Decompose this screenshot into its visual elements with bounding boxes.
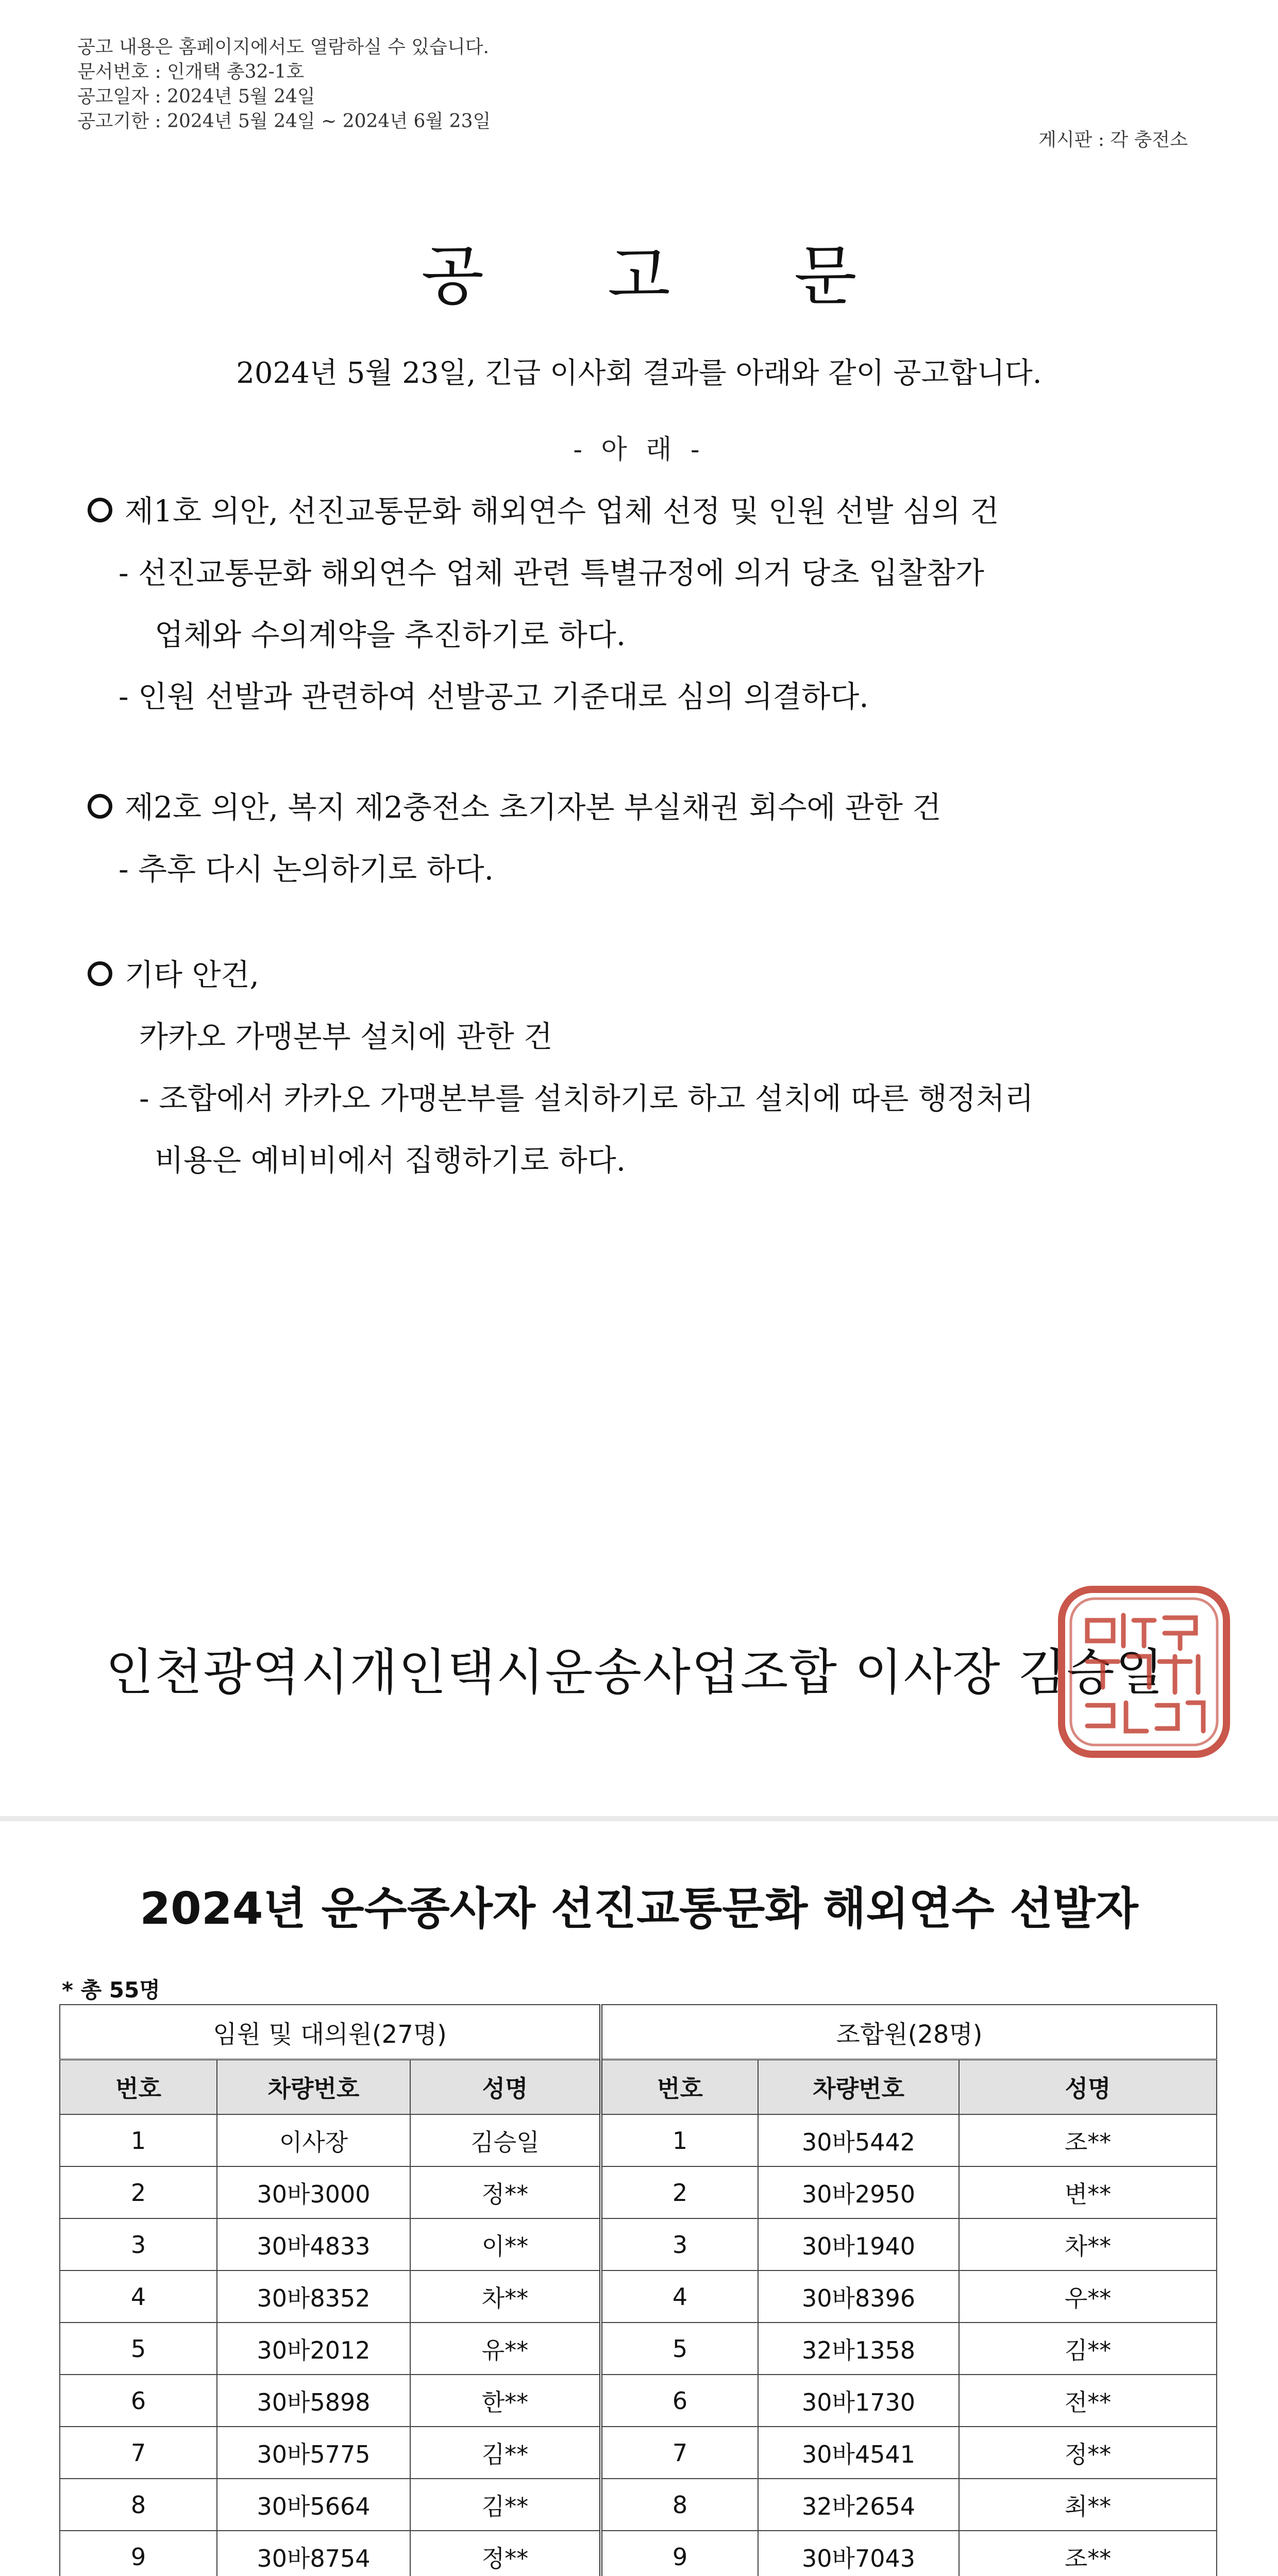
- roster-body: [60, 2114, 1217, 2576]
- member-name: 최**: [959, 2479, 1217, 2531]
- signature: 인천광역시개인택시운송사업조합 이사장 김승일: [106, 1643, 1165, 1701]
- vehicle-number: 30바8352: [217, 2270, 410, 2323]
- row-number: 3: [60, 2218, 217, 2270]
- table-row: [60, 2114, 1217, 2166]
- item-1-line: 업체와 수의계약을 추진하기로 하다.: [155, 617, 626, 652]
- member-name: 정**: [410, 2166, 601, 2218]
- vehicle-number: 30바3000: [217, 2166, 410, 2218]
- row-number: 9: [60, 2531, 217, 2576]
- vehicle-number: 30바2950: [758, 2166, 959, 2218]
- column-header: 성명: [959, 2060, 1217, 2115]
- column-header: 번호: [601, 2060, 758, 2115]
- item-2-heading: 제2호 의안, 복지 제2충전소 초기자본 부실채권 회수에 관한 건: [88, 783, 941, 826]
- vehicle-number: 30바5898: [217, 2375, 410, 2427]
- member-name: 우**: [959, 2270, 1217, 2323]
- member-name: 정**: [959, 2427, 1217, 2479]
- vehicle-number: 30바1730: [758, 2375, 959, 2427]
- notice-intro: 2024년 5월 23일, 긴급 이사회 결과를 아래와 같이 공고합니다.: [236, 357, 1042, 390]
- vehicle-number: 30바8754: [217, 2531, 410, 2576]
- row-number: 7: [601, 2427, 758, 2479]
- member-name: 이**: [410, 2218, 601, 2270]
- item-2-line: - 추후 다시 논의하기로 하다.: [119, 852, 494, 887]
- vehicle-number: 30바5442: [758, 2114, 959, 2166]
- member-name: 조**: [959, 2114, 1217, 2166]
- vehicle-number: 30바4541: [758, 2427, 959, 2479]
- column-header: 차량번호: [217, 2060, 410, 2115]
- table-row: [60, 2218, 1217, 2270]
- row-number: 2: [601, 2166, 758, 2218]
- member-name: 김**: [410, 2479, 601, 2531]
- member-name: 김**: [410, 2427, 601, 2479]
- item-1-line: - 선진교통문화 해외연수 업체 관련 특별규정에 의거 당초 입찰참가: [119, 555, 984, 590]
- member-name: 전**: [959, 2375, 1217, 2427]
- meta-line: 공고 내용은 홈페이지에서도 열람하실 수 있습니다.: [77, 37, 489, 58]
- item-3-line: 비용은 예비비에서 집행하기로 하다.: [155, 1143, 626, 1178]
- notice-title: 공 고 문: [421, 238, 909, 314]
- notice-period: 공고기한 : 2024년 5월 24일 ~ 2024년 6월 23일: [77, 111, 491, 132]
- item-3-line: 카카오 가맹본부 설치에 관한 건: [139, 1019, 553, 1054]
- vehicle-number: 30바1940: [758, 2218, 959, 2270]
- row-number: 1: [601, 2114, 758, 2166]
- group-header-executives: 임원 및 대의원(27명): [60, 2005, 601, 2060]
- member-name: 차**: [959, 2218, 1217, 2270]
- member-name: 김**: [959, 2323, 1217, 2375]
- vehicle-number: 이사장: [217, 2114, 410, 2166]
- item-3-heading: 기타 안건,: [88, 951, 259, 994]
- table-row: [60, 2531, 1217, 2576]
- member-name: 김승일: [410, 2114, 601, 2166]
- row-number: 8: [60, 2479, 217, 2531]
- document-number: 문서번호 : 인개택 총32-1호: [77, 61, 305, 82]
- notice-date: 공고일자 : 2024년 5월 24일: [77, 86, 315, 107]
- row-number: 4: [601, 2270, 758, 2323]
- vehicle-number: 30바8396: [758, 2270, 959, 2323]
- roster-table: [59, 2004, 1217, 2576]
- notice-meta: [77, 35, 491, 134]
- row-number: 5: [601, 2323, 758, 2375]
- row-number: 2: [60, 2166, 217, 2218]
- column-header: 차량번호: [758, 2060, 959, 2115]
- circle-bullet-icon: [88, 961, 112, 986]
- row-number: 4: [60, 2270, 217, 2323]
- roster-page: [0, 1821, 1278, 2576]
- member-name: 정**: [410, 2531, 601, 2576]
- vehicle-number: 30바4833: [217, 2218, 410, 2270]
- group-header-members: 조합원(28명): [601, 2005, 1217, 2060]
- item-1-heading: 제1호 의안, 선진교통문화 해외연수 업체 선정 및 인원 선발 심의 건: [88, 487, 999, 530]
- row-number: 6: [601, 2375, 758, 2427]
- row-number: 1: [60, 2114, 217, 2166]
- column-header: 성명: [410, 2060, 601, 2115]
- circle-bullet-icon: [88, 794, 112, 819]
- table-row: [60, 2270, 1217, 2323]
- item-1-line: - 인원 선발과 관련하여 선발공고 기준대로 심의 의결하다.: [119, 679, 869, 714]
- table-row: [60, 2166, 1217, 2218]
- row-number: 6: [60, 2375, 217, 2427]
- row-number: 5: [60, 2323, 217, 2375]
- table-row: [60, 2427, 1217, 2479]
- vehicle-number: 32바2654: [758, 2479, 959, 2531]
- column-header: 번호: [60, 2060, 217, 2115]
- circle-bullet-icon: [88, 498, 112, 522]
- page-divider: [0, 1816, 1278, 1821]
- member-name: 조**: [959, 2531, 1217, 2576]
- member-name: 변**: [959, 2166, 1217, 2218]
- vehicle-number: 32바1358: [758, 2323, 959, 2375]
- table-row: [60, 2375, 1217, 2427]
- roster-total: * 총 55명: [62, 1977, 160, 2003]
- row-number: 3: [601, 2218, 758, 2270]
- table-row: [60, 2323, 1217, 2375]
- below-marker: - 아 래 -: [573, 434, 705, 465]
- member-name: 유**: [410, 2323, 601, 2375]
- vehicle-number: 30바7043: [758, 2531, 959, 2576]
- vehicle-number: 30바5775: [217, 2427, 410, 2479]
- member-name: 한**: [410, 2375, 601, 2427]
- row-number: 7: [60, 2427, 217, 2479]
- table-row: [60, 2479, 1217, 2531]
- bulletin-board: 게시판 : 각 충전소: [1038, 129, 1188, 150]
- vehicle-number: 30바5664: [217, 2479, 410, 2531]
- official-seal-icon: [1051, 1579, 1237, 1765]
- roster-title: 2024년 운수종사자 선진교통문화 해외연수 선발자: [140, 1883, 1138, 1935]
- vehicle-number: 30바2012: [217, 2323, 410, 2375]
- member-name: 차**: [410, 2270, 601, 2323]
- row-number: 9: [601, 2531, 758, 2576]
- row-number: 8: [601, 2479, 758, 2531]
- item-3-line: - 조합에서 카카오 가맹본부를 설치하기로 하고 설치에 따른 행정처리: [139, 1081, 1034, 1116]
